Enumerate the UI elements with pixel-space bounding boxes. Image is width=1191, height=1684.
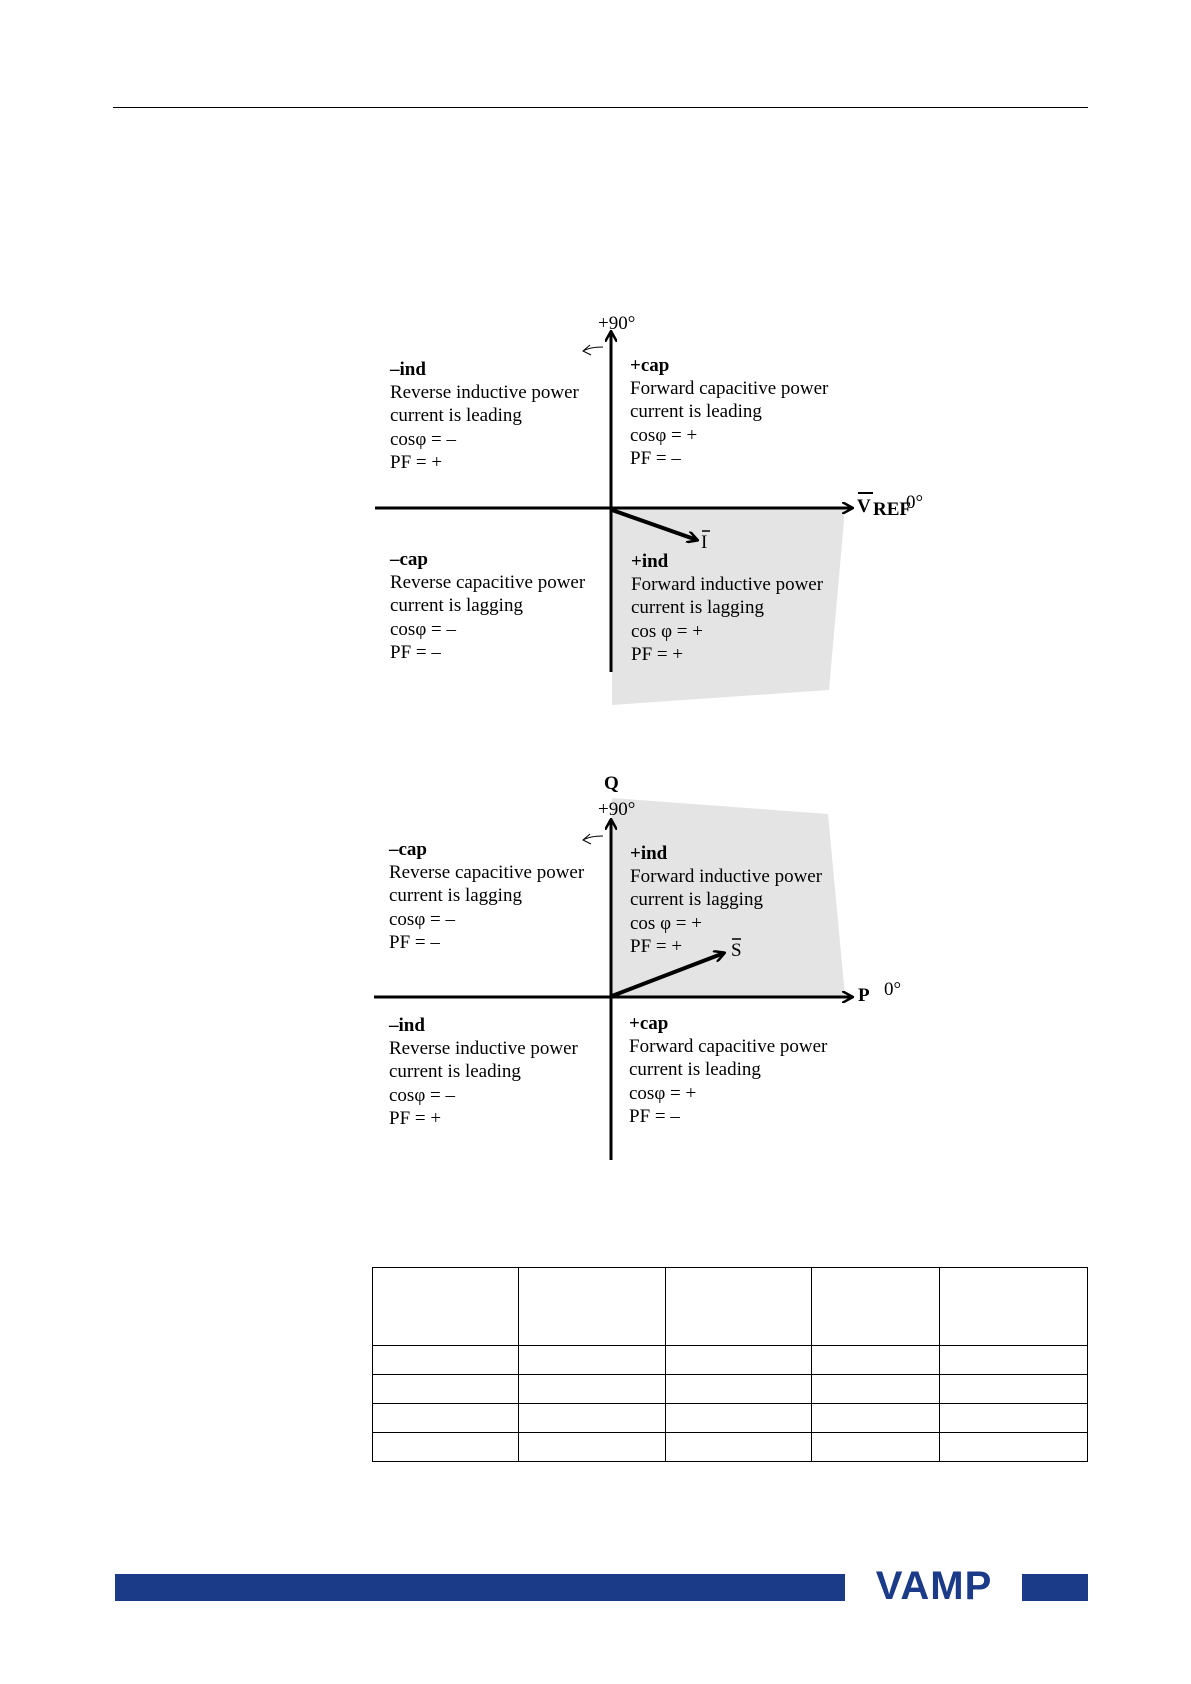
quadrant-title: +cap <box>629 1013 669 1034</box>
table-cell <box>373 1404 519 1433</box>
quadrant-title: –cap <box>390 549 428 570</box>
vref-subscript: REF <box>873 499 911 520</box>
quadrant-title: +cap <box>630 355 670 376</box>
vamp-logo: VAMP <box>875 1564 993 1608</box>
angle-90-label: +90° <box>598 313 636 334</box>
quadrant-line: PF = + <box>631 644 684 665</box>
table-cell <box>812 1433 940 1462</box>
quadrant-line: current is lagging <box>390 595 523 616</box>
table-cell <box>665 1268 812 1346</box>
table-cell <box>665 1433 812 1462</box>
quadrant-line: current is lagging <box>631 597 764 618</box>
quadrant-line: current is lagging <box>389 885 522 906</box>
table-cell <box>665 1404 812 1433</box>
quadrant-reverse-inductive <box>388 1015 579 1129</box>
quadrant-line: PF = + <box>630 936 683 957</box>
quadrant-line: Forward capacitive power <box>629 1036 828 1057</box>
table-cell <box>373 1375 519 1404</box>
angle-90-label: +90° <box>598 799 636 820</box>
table-cell <box>518 1346 665 1375</box>
table-row <box>373 1375 1088 1404</box>
quadrant-line: Reverse inductive power <box>389 1038 578 1059</box>
quadrant-line: cos φ = + <box>631 621 703 642</box>
table-cell <box>373 1433 519 1462</box>
quadrant-line: cos φ = + <box>630 913 702 934</box>
p-axis-label: P <box>858 985 870 1006</box>
quadrant-line: Forward inductive power <box>631 574 824 595</box>
vref-label: V <box>857 496 871 517</box>
quadrant-forward-capacitive <box>629 1013 828 1127</box>
quadrant-title: –ind <box>389 1015 425 1036</box>
quadrant-line: cosφ = + <box>630 425 698 446</box>
quadrant-title: –cap <box>389 839 427 860</box>
quadrant-line: PF = – <box>629 1106 680 1127</box>
rotation-arrowhead <box>583 834 591 844</box>
table-cell <box>518 1268 665 1346</box>
quadrant-reverse-capacitive <box>388 839 585 953</box>
table-cell <box>940 1346 1088 1375</box>
table-cell <box>518 1433 665 1462</box>
s-vector-label: S <box>731 940 742 961</box>
quadrant-line: cosφ = – <box>390 429 457 450</box>
quadrant-line: current is leading <box>630 401 762 422</box>
quadrant-line: PF = – <box>389 932 440 953</box>
angle-0-label: 0° <box>884 979 902 1000</box>
quadrant-line: cosφ = – <box>389 1085 456 1106</box>
quadrant-line: Reverse capacitive power <box>390 572 586 593</box>
table-cell <box>518 1375 665 1404</box>
quadrant-line: current is leading <box>389 1061 521 1082</box>
quadrant-title: +ind <box>631 551 669 572</box>
table-row <box>373 1433 1088 1462</box>
q-axis-label: Q <box>604 773 619 794</box>
quadrant-line: current is leading <box>629 1059 761 1080</box>
table-header-row <box>373 1268 1088 1346</box>
table-cell <box>940 1433 1088 1462</box>
table-cell <box>373 1268 519 1346</box>
quadrant-line: Forward inductive power <box>630 866 823 887</box>
table-cell <box>518 1404 665 1433</box>
quadrant-line: current is lagging <box>630 889 763 910</box>
quadrant-line: cosφ = – <box>389 909 456 930</box>
quadrant-line: Forward capacitive power <box>630 378 829 399</box>
table-cell <box>812 1268 940 1346</box>
table-cell <box>940 1404 1088 1433</box>
quadrant-line: PF = – <box>390 642 441 663</box>
current-vector-label: I <box>701 532 708 553</box>
footer-bar-right <box>1022 1574 1088 1601</box>
quadrant-line: cosφ = + <box>629 1083 697 1104</box>
footer-bar <box>115 1574 845 1601</box>
table-cell <box>812 1346 940 1375</box>
table-row <box>373 1404 1088 1433</box>
quadrant-line: PF = + <box>389 1108 442 1129</box>
angle-0-label: 0° <box>906 492 924 513</box>
table-cell <box>940 1268 1088 1346</box>
table-cell <box>812 1375 940 1404</box>
table-cell <box>940 1375 1088 1404</box>
quadrant-line: PF = – <box>630 448 681 469</box>
table-row <box>373 1346 1088 1375</box>
quadrant-title: +ind <box>630 843 668 864</box>
quadrant-line: cosφ = – <box>390 619 457 640</box>
quadrant-line: PF = + <box>390 452 443 473</box>
quadrant-line: Reverse capacitive power <box>389 862 585 883</box>
table-cell <box>665 1346 812 1375</box>
quadrant-title: –ind <box>390 359 426 380</box>
table-cell <box>373 1346 519 1375</box>
quadrant-table <box>372 1267 1088 1462</box>
quadrant-line: current is leading <box>390 405 522 426</box>
table-cell <box>812 1404 940 1433</box>
table-cell <box>665 1375 812 1404</box>
quadrant-line: Reverse inductive power <box>390 382 579 403</box>
